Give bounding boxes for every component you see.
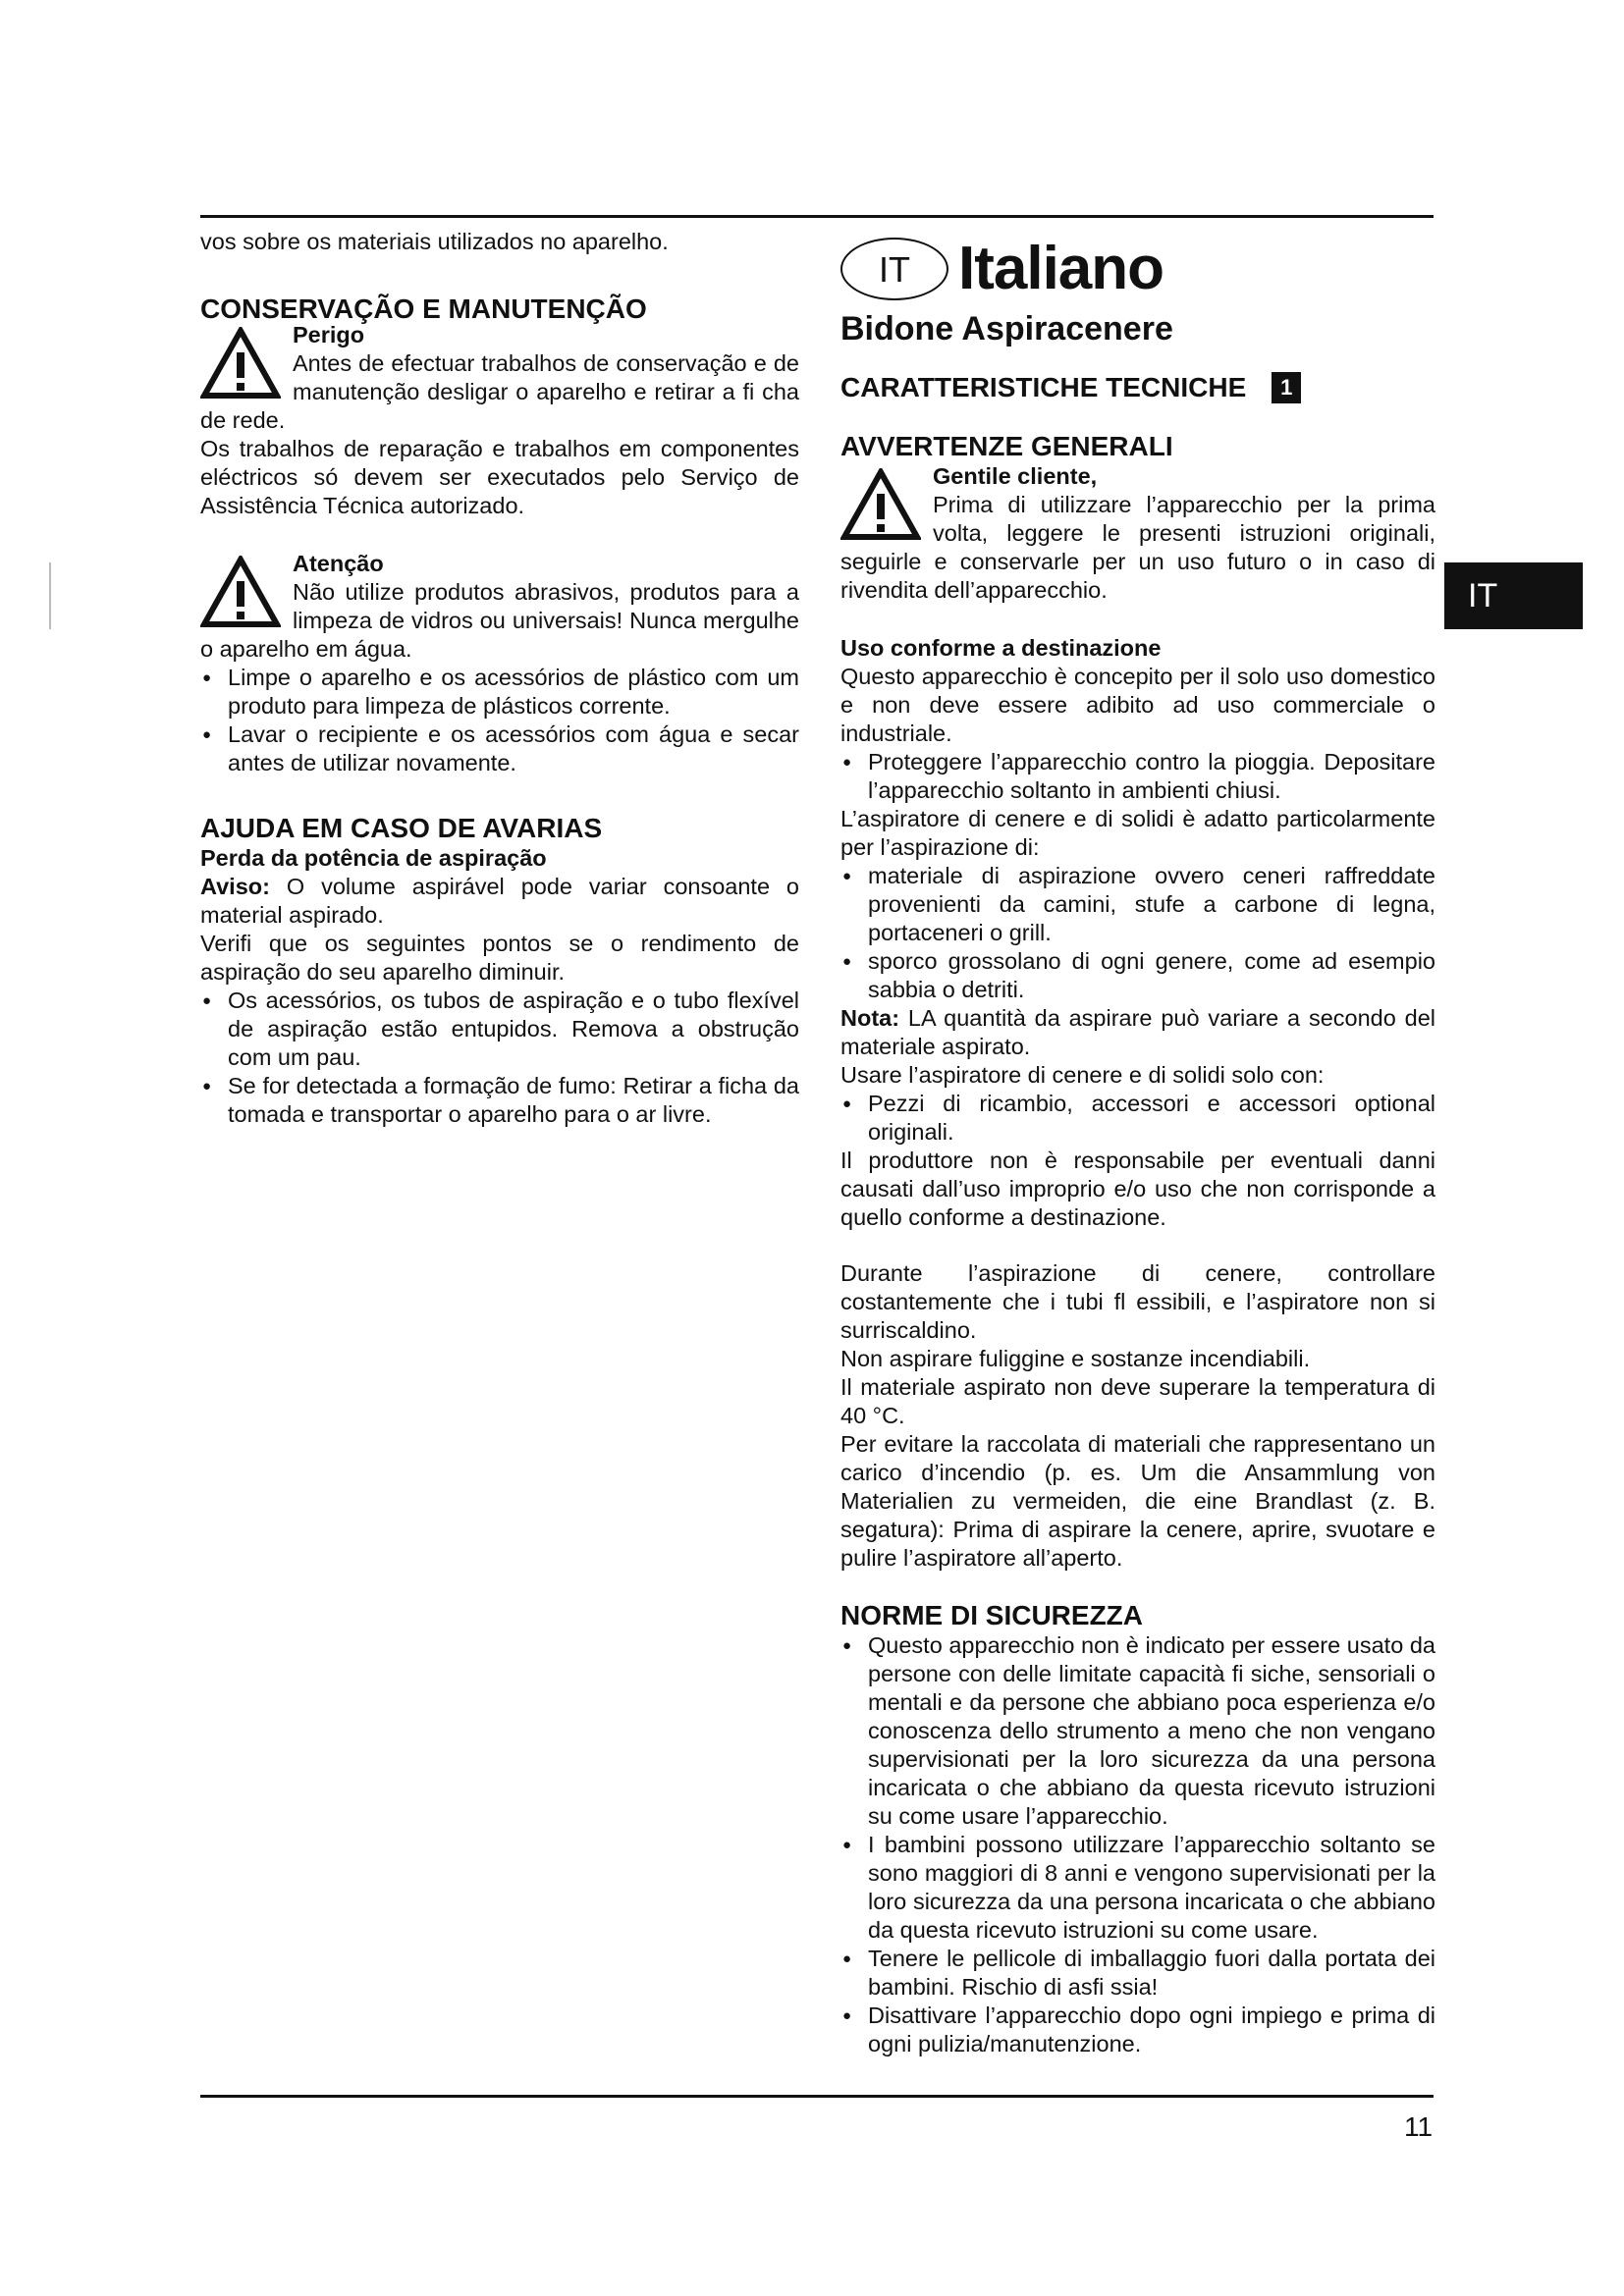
list-item: ● Limpe o aparelho e os acessórios de plástico com um produto para limpeza de plásticos corrente. — [200, 664, 799, 721]
perigo-title: Perigo — [293, 322, 365, 347]
language-code-badge: IT — [840, 238, 948, 300]
uso-list-3 — [840, 1090, 1435, 1147]
list-item: ● materiale di aspirazione ovvero ceneri raffreddate provenienti da camini, stufe a carbone di legna, portaceneri o grill. — [840, 862, 1435, 947]
uso-text-2: L’aspiratore di cenere e di solidi è adatto particolarmente per l’aspirazione di: — [840, 806, 1435, 860]
avvertenze-heading: AVVERTENZE GENERALI — [840, 431, 1173, 461]
right-column — [840, 231, 1435, 2058]
list-item: ● Tenere le pellicole di imballaggio fuori dalla portata dei bambini. Rischio di asfi ssia! — [840, 1945, 1435, 2002]
figure-reference-badge: 1 — [1272, 372, 1301, 403]
norme-list — [840, 1631, 1435, 2058]
perigo-text: Antes de efectuar trabalhos de conservação e de manutenção desligar o aparelho e retirar a fi cha de rede. — [200, 350, 799, 433]
language-title-row — [840, 231, 1435, 307]
list-item: ● Os acessórios, os tubos de aspiração e o tubo flexível de aspiração estão entupidos. Remova a obstrução com um pau. — [200, 987, 799, 1072]
bottom-rule — [200, 2095, 1434, 2098]
caratteristiche-label: CARATTERISTICHE TECNICHE — [840, 372, 1247, 402]
page-number: 11 — [1404, 2111, 1434, 2142]
margin-mark — [49, 562, 51, 629]
list-item: ● I bambini possono utilizzare l’apparecchio soltanto se sono maggiori di 8 anni e vengono supervisionati per la loro sicurezza da una persona incaricata o che abbiano da questa ricevuto istruzioni su come usare. — [840, 1831, 1435, 1945]
list-item: ● Proteggere l’apparecchio contro la pioggia. Depositare l’apparecchio soltanto in ambienti chiusi. — [840, 748, 1435, 805]
warning-icon — [200, 556, 281, 628]
uso-text-3: Usare l’aspiratore di cenere e di solidi solo con: — [840, 1062, 1325, 1088]
aviso-paragraph — [200, 873, 799, 930]
intro-text: vos sobre os materiais utilizados no aparelho. — [200, 229, 669, 254]
list-item: ● Questo apparecchio non è indicato per essere usato da persone con delle limitate capacità fi siche, sensoriali o mentali e da persone che abbiano poca esperienza e/o conoscenza dello strumento a meno che non vengano supervisionati per la loro sicurezza da una persona incaricata o che abbiano da questa ricevuto istruzioni su come usare l’apparecchio. — [840, 1631, 1435, 1831]
atencao-title: Atenção — [293, 551, 384, 576]
uso-heading: Uso conforme a destinazione — [840, 635, 1162, 661]
atencao-text: Não utilize produtos abrasivos, produtos para a limpeza de vidros ou universais! Nunca mergulhe o aparelho em água. — [200, 579, 799, 662]
left-column — [200, 228, 799, 1129]
aviso-label: Aviso: — [200, 874, 270, 899]
durante-text-1: Durante l’aspirazione di cenere, controllare costantemente che i tubi fl essibili, e l’aspiratore non si surriscaldino. — [840, 1260, 1435, 1343]
product-subtitle: Bidone Aspiracenere — [840, 310, 1173, 347]
durante-text-2: Non aspirare fuliggine e sostanze incendiabili. — [840, 1346, 1311, 1371]
verifique-text: Verifi que os seguintes pontos se o rendimento de aspiração do seu aparelho diminuir. — [200, 931, 799, 985]
norme-heading: NORME DI SICUREZZA — [840, 1600, 1143, 1630]
warning-icon — [200, 327, 281, 400]
list-item: ● sporco grossolano di ogni genere, come ad esempio sabbia o detriti. — [840, 947, 1435, 1004]
nota-label: Nota: — [840, 1005, 900, 1031]
conservacao-list — [200, 664, 799, 777]
language-side-tab: IT — [1444, 562, 1583, 629]
gentile-text: Prima di utilizzare l’apparecchio per la prima volta, leggere le presenti istruzioni originali, seguirle e conservarle per un uso futuro o in caso di rivendita dell’apparecchio. — [840, 492, 1435, 603]
uso-list-2 — [840, 862, 1435, 1004]
gentile-warning — [840, 462, 1435, 605]
uso-list-1 — [840, 748, 1435, 805]
nota-text: LA quantità da aspirare può variare a secondo del materiale aspirato. — [840, 1005, 1435, 1059]
list-item: ● Se for detectada a formação de fumo: Retirar a ficha da tomada e transportar o aparelho para o ar livre. — [200, 1072, 799, 1129]
ajuda-list — [200, 987, 799, 1129]
conservacao-heading: CONSERVAÇÃO E MANUTENÇÃO — [200, 294, 647, 324]
reparacao-text: Os trabalhos de reparação e trabalhos em componentes eléctricos só devem ser executados pelo Serviço de Assistência Técnica autorizado. — [200, 436, 799, 518]
caratteristiche-heading — [840, 372, 1435, 403]
list-item: ● Lavar o recipiente e os acessórios com água e secar antes de utilizar novamente. — [200, 721, 799, 777]
list-item: ● Disattivare l’apparecchio dopo ogni impiego e prima di ogni pulizia/manutenzione. — [840, 2002, 1435, 2058]
durante-text-3: Il materiale aspirato non deve superare la temperatura di 40 °C. — [840, 1374, 1435, 1428]
durante-text-4: Per evitare la raccolata di materiali che rappresentano un carico d’incendio (p. es. Um die Ansammlung von Materialien zu vermeiden, die eine Brandlast (z. B. segatura): Prima di aspirare la cenere, aprire, svuotare e pulire l’aspiratore all’aperto. — [840, 1431, 1435, 1571]
perigo-warning — [200, 321, 799, 435]
ajuda-heading: AJUDA EM CASO DE AVARIAS — [200, 813, 603, 843]
gentile-title: Gentile cliente, — [933, 463, 1098, 489]
list-item: ● Pezzi di ricambio, accessori e accessori optional originali. — [840, 1090, 1435, 1147]
uso-text-1: Questo apparecchio è concepito per il solo uso domestico e non deve essere adibito ad uso commerciale o industriale. — [840, 664, 1435, 746]
nota-paragraph — [840, 1004, 1435, 1061]
ajuda-subheading: Perda da potência de aspiração — [200, 845, 547, 871]
uso-text-4: Il produttore non è responsabile per eventuali danni causati dall’uso improprio e/o uso che non corrisponde a quello conforme a destinazione. — [840, 1148, 1435, 1230]
aviso-text: O volume aspirável pode variar consoante o material aspirado. — [200, 874, 799, 928]
top-rule — [200, 215, 1434, 218]
atencao-warning — [200, 550, 799, 664]
language-title: Italiano — [958, 235, 1164, 302]
warning-icon — [840, 468, 921, 541]
